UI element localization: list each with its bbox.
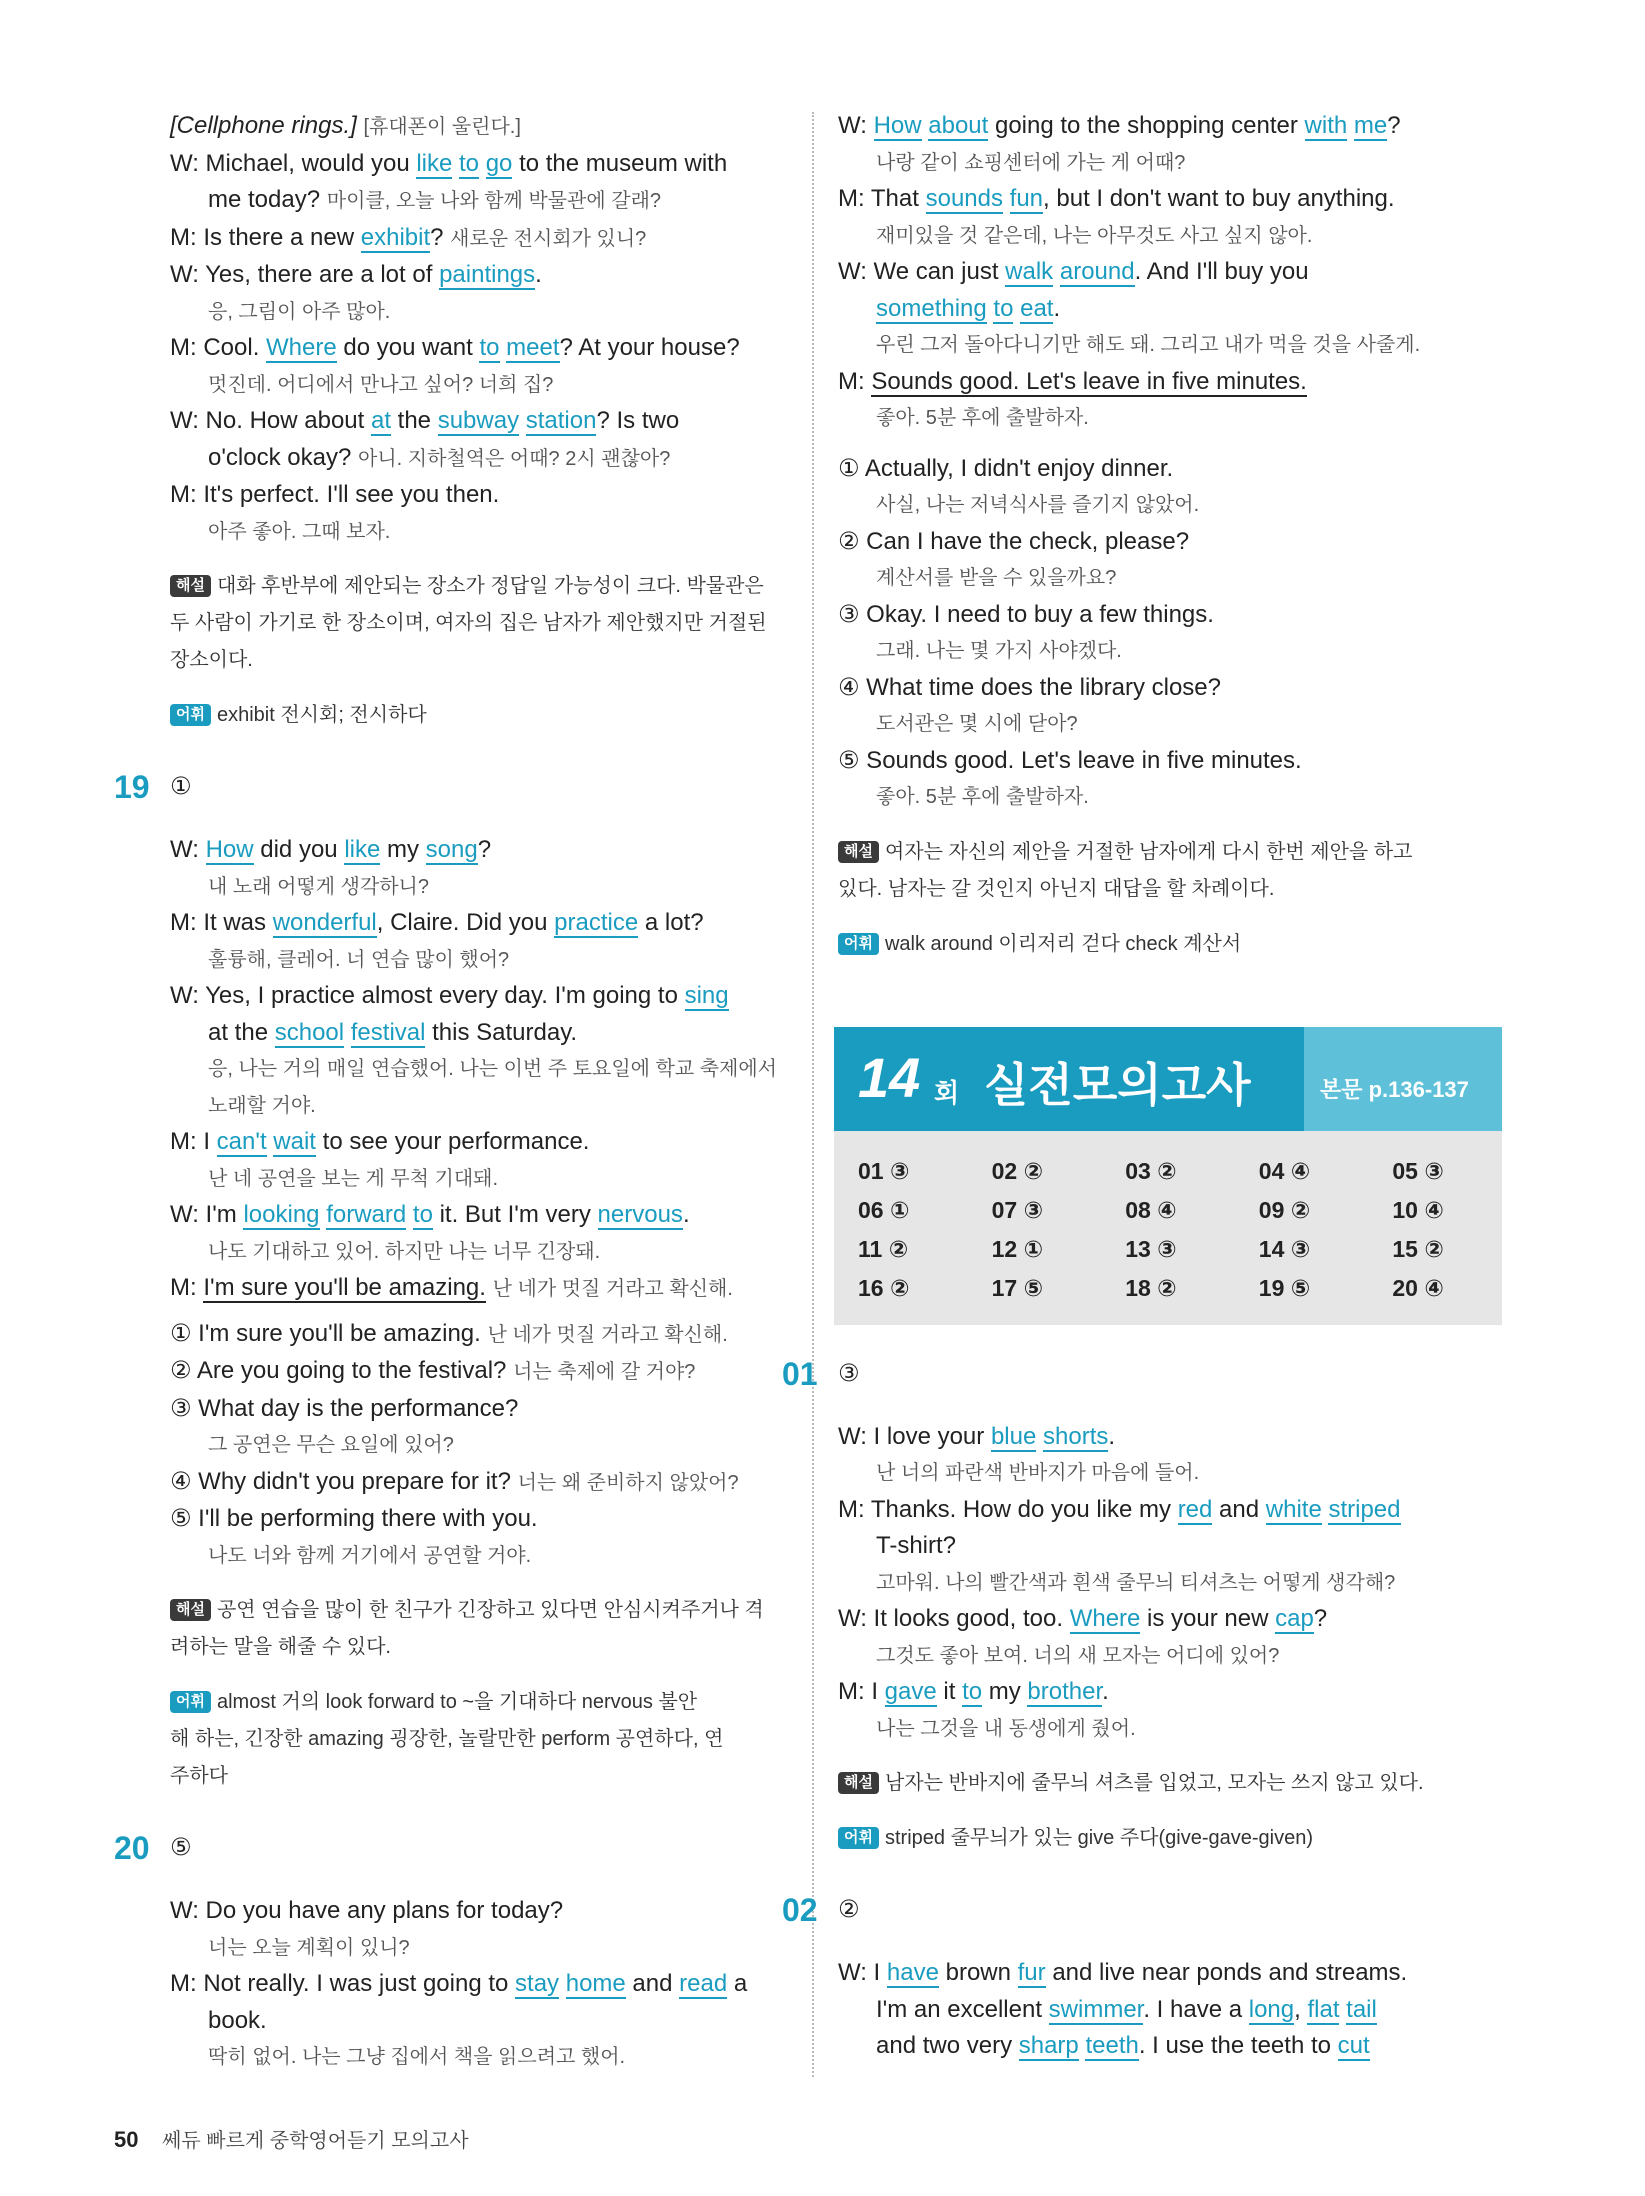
answer-mark: ② (838, 1896, 860, 1923)
explanation: 해설 대화 후반부에 제안되는 장소가 정답일 가능성이 크다. 박물관은 (170, 568, 790, 605)
dialogue-line: M: Sounds good. Let's leave in five minutes. (838, 367, 1307, 395)
right-column (782, 108, 1498, 2065)
translation: 응, 그림이 아주 많아. (208, 300, 391, 323)
translation: 나도 기대하고 있어. 하지만 나는 너무 긴장돼. (208, 1240, 601, 1263)
question-number: 01 ③ (782, 1347, 1498, 1401)
test-suffix: 회 (934, 1077, 960, 1108)
dialogue-line: W: Michael, would you like to go to the museum with (170, 149, 728, 177)
vocabulary: 어휘 striped 줄무늬가 있는 give 주다(give-gave-given) (838, 1820, 1498, 1857)
translation: 노래할 거야. (208, 1094, 316, 1117)
answer-cell: 13 ③ (1125, 1235, 1177, 1262)
dialogue-line: something to eat. (876, 294, 1061, 322)
explanation: 해설 공연 연습을 많이 한 친구가 긴장하고 있다면 안심시켜주거나 격 (170, 1592, 790, 1629)
dialogue-line: W: How did you like my song? (170, 836, 492, 863)
explanation: 있다. 남자는 갈 것인지 아닌지 대답을 할 차례이다. (838, 877, 1275, 900)
answer-cell: 11 ② (858, 1235, 909, 1262)
translation: 그 공연은 무슨 요일에 있어? (208, 1434, 454, 1456)
dialogue-line: o'clock okay? 아니. 지하철역은 어때? 2시 괜찮아? (208, 443, 671, 471)
vocabulary: 어휘 walk around 이리저리 걷다 check 계산서 (838, 926, 1498, 963)
dialogue-line: W: It looks good, too. Where is your new cap? (838, 1605, 1328, 1632)
translation: 딱히 없어. 나는 그냥 집에서 책을 읽으려고 했어. (208, 2046, 626, 2068)
answer-cell: 14 ③ (1258, 1235, 1311, 1262)
translation: 계산서를 받을 수 있을까요? (876, 567, 1117, 589)
explain-badge: 해설 (838, 841, 879, 863)
explanation: 려하는 말을 해줄 수 있다. (170, 1636, 391, 1658)
option: ④ Why didn't you prepare for it? 너는 왜 준비하지 않았어? (170, 1467, 739, 1495)
question-number: 20 ⑤ (114, 1821, 790, 1875)
explain-badge: 해설 (170, 1599, 211, 1621)
dialogue-line: W: I'm looking forward to it. But I'm very nervous. (170, 1201, 690, 1228)
answer-cell: 02 ② (991, 1157, 1044, 1184)
option: ② Are you going to the festival? 너는 축제에 갈 거야? (170, 1357, 696, 1384)
explain-badge: 해설 (838, 1772, 879, 1794)
answer-cell: 04 ④ (1258, 1157, 1311, 1184)
dialogue-line: M: It's perfect. I'll see you then. (170, 481, 500, 508)
translation: 나도 너와 함께 거기에서 공연할 거야. (208, 1544, 532, 1567)
translation: 우린 그저 돌아다니기만 해도 돼. 그리고 내가 먹을 것을 사줄게. (876, 334, 1421, 356)
answer-mark: ① (170, 773, 192, 800)
translation: 나는 그것을 내 동생에게 줬어. (876, 1717, 1136, 1740)
dialogue-line: W: Yes, there are a lot of paintings. (170, 261, 542, 288)
translation: 고마워. 나의 빨간색과 흰색 줄무늬 티셔츠는 어떻게 생각해? (876, 1571, 1396, 1594)
answer-cell: 05 ③ (1392, 1157, 1444, 1184)
answer-cell: 03 ② (1125, 1157, 1177, 1184)
answer-cell: 19 ⑤ (1258, 1274, 1311, 1301)
book-title: 쎄듀 빠르게 중학영어듣기 모의고사 (162, 2130, 469, 2152)
test-number: 14 (858, 1045, 921, 1109)
answer-cell: 12 ① (991, 1235, 1044, 1262)
vocab-badge: 어휘 (838, 1827, 879, 1849)
answer-cell: 18 ② (1125, 1274, 1177, 1301)
translation: 그래. 나는 몇 가지 사야겠다. (876, 640, 1122, 662)
translation: 좋아. 5분 후에 출발하자. (876, 407, 1089, 429)
page-number: 50 (114, 2127, 139, 2152)
vocab-badge: 어휘 (170, 1691, 211, 1713)
translation: 응, 나는 거의 매일 연습했어. 나는 이번 주 토요일에 학교 축제에서 (208, 1058, 777, 1080)
translation: 너는 오늘 계획이 있니? (208, 1936, 410, 1959)
dialogue-line: T-shirt? (876, 1532, 957, 1559)
translation: 멋진데. 어디에서 만나고 싶어? 너희 집? (208, 373, 554, 396)
answer-cell: 07 ③ (991, 1196, 1044, 1223)
test-title: 실전모의고사 (984, 1058, 1251, 1111)
translation: 좋아. 5분 후에 출발하자. (876, 786, 1089, 808)
translation: 난 너의 파란색 반바지가 마음에 들어. (876, 1462, 1200, 1484)
option: ② Can I have the check, please? (838, 527, 1190, 555)
translation: 그것도 좋아 보여. 너의 새 모자는 어디에 있어? (876, 1644, 1280, 1667)
explanation: 해설 여자는 자신의 제안을 거절한 남자에게 다시 한번 제안을 하고 (838, 834, 1498, 871)
dialogue-line: W: We can just walk around. And I'll buy you (838, 258, 1309, 285)
dialogue-line: W: Do you have any plans for today? (170, 1897, 564, 1924)
dialogue-line: M: Cool. Where do you want to meet? At your house? (170, 334, 740, 361)
dialogue-line: W: I love your blue shorts. (838, 1422, 1116, 1450)
column-divider (812, 112, 814, 2077)
translation: 아주 좋아. 그때 보자. (208, 520, 391, 543)
dialogue-line: W: I have brown fur and live near ponds and streams. (838, 1959, 1408, 1986)
explanation: 두 사람이 가기로 한 장소이며, 여자의 집은 남자가 제안했지만 거절된 (170, 612, 767, 634)
translation: 난 네 공연을 보는 게 무척 기대돼. (208, 1167, 499, 1190)
dialogue-line: M: I'm sure you'll be amazing. 난 네가 멋질 거라고 확신해. (170, 1274, 733, 1301)
vocabulary: 해 하는, 긴장한 amazing 굉장한, 놀랄만한 perform 공연하다, 연 (170, 1728, 724, 1750)
translation: 훌륭해, 클레어. 너 연습 많이 했어? (208, 948, 510, 971)
dialogue-line: at the school festival this Saturday. (208, 1018, 578, 1046)
dialogue-line: M: I can't wait to see your performance. (170, 1128, 590, 1155)
answer-mark: ⑤ (170, 1834, 192, 1861)
explanation: 해설 남자는 반바지에 줄무늬 셔츠를 입었고, 모자는 쓰지 않고 있다. (838, 1765, 1498, 1802)
dialogue-line: I'm an excellent swimmer. I have a long, flat tail (876, 1995, 1377, 2023)
vocab-badge: 어휘 (170, 704, 211, 726)
answer-cell: 01 ③ (858, 1157, 910, 1184)
answer-cell: 16 ② (858, 1274, 910, 1301)
option: ④ What time does the library close? (838, 673, 1222, 701)
explain-badge: 해설 (170, 575, 211, 597)
translation: 내 노래 어떻게 생각하니? (208, 875, 429, 898)
answer-cell: 20 ④ (1392, 1274, 1444, 1301)
option: ① Actually, I didn't enjoy dinner. (838, 454, 1174, 482)
dialogue-line: W: Yes, I practice almost every day. I'm going to sing (170, 982, 729, 1009)
vocabulary: 어휘 exhibit 전시회; 전시하다 (170, 697, 790, 734)
dialogue-line: me today? 마이클, 오늘 나와 함께 박물관에 갈래? (208, 186, 662, 213)
dialogue-line: [Cellphone rings.] [휴대폰이 울린다.] (170, 112, 521, 139)
dialogue-line: W: No. How about at the subway station? Is two (170, 407, 680, 434)
option: ③ Okay. I need to buy a few things. (838, 600, 1214, 628)
dialogue-line: W: How about going to the shopping center with me? (838, 112, 1401, 139)
question-number: 02 ② (782, 1883, 1498, 1937)
vocabulary: 어휘 almost 거의 look forward to ~을 기대하다 nervous 불안 (170, 1684, 790, 1721)
test-header (834, 1027, 1502, 1131)
option: ③ What day is the performance? (170, 1394, 519, 1422)
dialogue-line: M: Is there a new exhibit? 새로운 전시회가 있니? (170, 223, 647, 251)
answer-cell: 15 ② (1392, 1235, 1444, 1262)
dialogue-line: M: That sounds fun, but I don't want to buy anything. (838, 185, 1395, 212)
translation: 나랑 같이 쇼핑센터에 가는 게 어때? (876, 151, 1186, 174)
translation: 도서관은 몇 시에 닫아? (876, 713, 1078, 735)
explanation: 장소이다. (170, 649, 253, 671)
dialogue-line: M: Not really. I was just going to stay home and read a (170, 1970, 748, 1997)
question-number: 19 ① (114, 760, 790, 814)
answer-cell: 06 ① (858, 1196, 910, 1223)
dialogue-line: book. (208, 2006, 267, 2034)
answer-mark: ③ (838, 1359, 860, 1387)
answer-cell: 10 ④ (1392, 1196, 1444, 1223)
option: ⑤ Sounds good. Let's leave in five minutes. (838, 746, 1302, 774)
dialogue-line: M: Thanks. How do you like my red and white striped (838, 1495, 1401, 1523)
dialogue-line: and two very sharp teeth. I use the teeth to cut (876, 2032, 1370, 2059)
dialogue-line: M: It was wonderful, Claire. Did you practice a lot? (170, 909, 704, 936)
page-reference: 본문 p.136-137 (1320, 1076, 1469, 1102)
answer-grid (834, 1131, 1502, 1325)
left-column (114, 108, 790, 2076)
answer-cell: 17 ⑤ (991, 1274, 1044, 1301)
answer-cell: 09 ② (1258, 1196, 1311, 1223)
option: ⑤ I'll be performing there with you. (170, 1505, 538, 1532)
translation: 재미있을 것 같은데, 나는 아무것도 사고 싶지 않아. (876, 224, 1313, 247)
vocabulary: 주하다 (170, 1765, 228, 1787)
dialogue-line: M: I gave it to my brother. (838, 1678, 1109, 1705)
page-footer (114, 2124, 469, 2153)
answer-cell: 08 ④ (1125, 1196, 1177, 1223)
translation: 사실, 나는 저녁식사를 즐기지 않았어. (876, 494, 1200, 516)
option: ① I'm sure you'll be amazing. 난 네가 멋질 거라고 확신해. (170, 1319, 728, 1347)
vocab-badge: 어휘 (838, 933, 879, 955)
